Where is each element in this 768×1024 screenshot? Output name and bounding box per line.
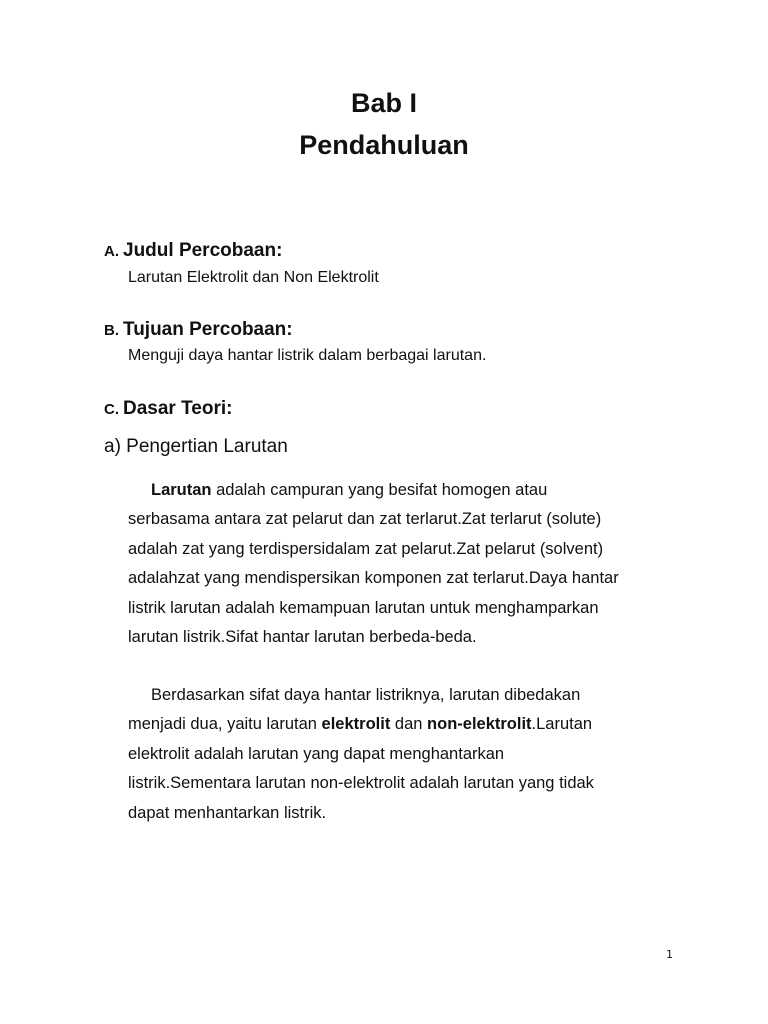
section-a-letter: A. <box>104 243 119 260</box>
text-run: .Larutan <box>531 715 593 734</box>
section-b-body: Menguji daya hantar listrik dalam berbagai larutan. <box>128 347 487 364</box>
page-number: 1 <box>666 948 673 961</box>
chapter-heading: Bab I <box>350 88 417 118</box>
paragraph-definition <box>128 476 688 652</box>
subheading-pengertian-larutan: a) Pengertian Larutan <box>104 436 288 457</box>
paragraph-line: listrik.Sementara larutan non-elektrolit adalah larutan yang tidak <box>128 774 594 793</box>
paragraph-line: listrik larutan adalah kemampuan larutan untuk menghamparkan <box>128 598 599 617</box>
paragraph-line: adalah zat yang terdispersidalam zat pelarut.Zat pelarut (solvent) <box>128 539 604 558</box>
section-b-label: Tujuan Percobaan: <box>123 319 293 340</box>
paragraph-line: elektrolit adalah larutan yang dapat menghantarkan <box>128 744 505 763</box>
text-run: adalah campuran yang besifat homogen atau <box>211 481 548 499</box>
bold-term-elektrolit: elektrolit <box>321 715 391 734</box>
text-run: dan <box>390 715 428 734</box>
paragraph-line <box>128 710 688 739</box>
bold-term-non-elektrolit: non-elektrolit <box>427 715 532 734</box>
paragraph-line: larutan listrik.Sifat hantar larutan berbeda-beda. <box>128 628 477 647</box>
section-b-letter: B. <box>104 322 119 339</box>
paragraph-line <box>128 476 688 505</box>
section-c-letter: C. <box>104 401 119 418</box>
section-c-heading <box>104 395 232 419</box>
chapter-title: Pendahuluan <box>299 130 469 160</box>
paragraph-line: serbasama antara zat pelarut dan zat terlarut.Zat terlarut (solute) <box>128 510 602 529</box>
section-c-label: Dasar Teori: <box>123 398 233 419</box>
section-b-heading <box>104 316 293 340</box>
section-a-label: Judul Percobaan: <box>123 240 283 261</box>
bold-term-larutan: Larutan <box>151 481 212 499</box>
paragraph-line: dapat menhantarkan listrik. <box>128 803 327 822</box>
text-run: menjadi dua, yaitu larutan <box>128 715 322 734</box>
paragraph-line: Berdasarkan sifat daya hantar listriknya, larutan dibedakan <box>151 686 581 704</box>
section-a-body: Larutan Elektrolit dan Non Elektrolit <box>128 269 379 286</box>
paragraph-classification <box>128 681 688 828</box>
section-a-heading <box>104 237 282 261</box>
paragraph-line: adalahzat yang mendispersikan komponen zat terlarut.Daya hantar <box>128 569 619 588</box>
